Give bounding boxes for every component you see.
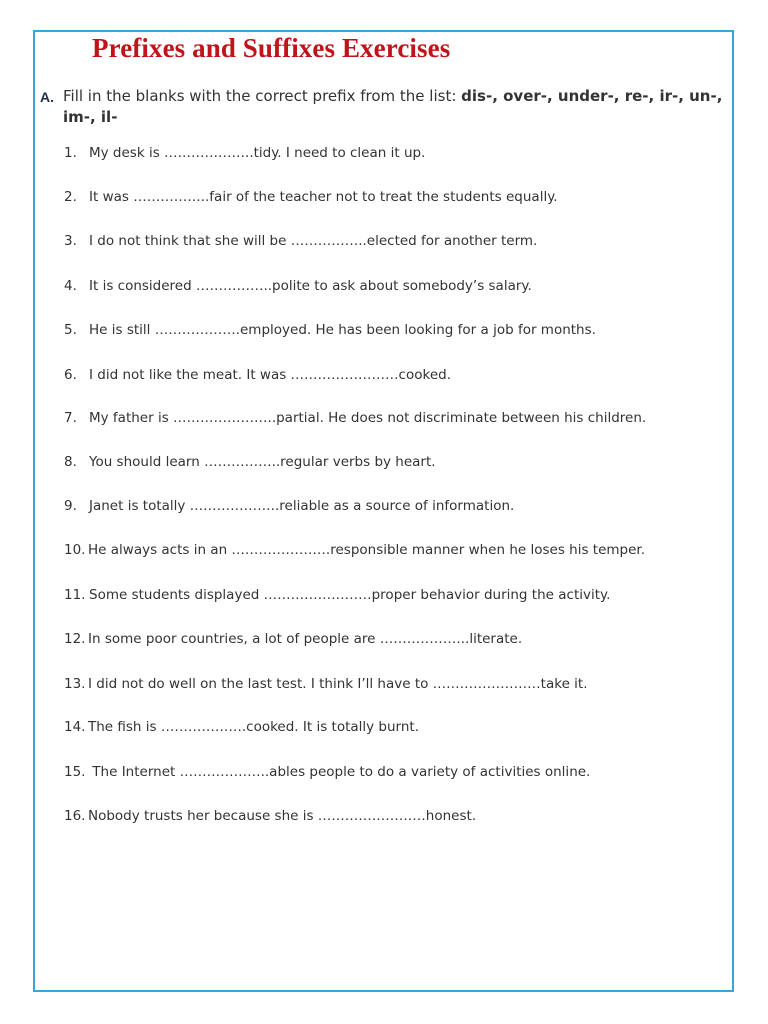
question-item [0,674,768,694]
question-text: He is still ……………….employed. He has been looking for a job for months. [89,322,596,338]
question-number: 5. [64,322,77,338]
question-number: 13. [64,676,86,692]
question-number: 4. [64,278,77,294]
question-text: Janet is totally ………………..reliable as a source of information. [89,498,515,514]
question-item [0,762,768,782]
question-text: My desk is ………………..tidy. I need to clean it up. [89,145,426,161]
question-text: He always acts in an ………………….responsible manner when he loses his temper. [88,542,646,558]
question-number: 2. [64,189,77,205]
question-text: I did not like the meat. It was ……………………cooked. [89,367,451,383]
instruction [63,86,728,128]
question-text: I do not think that she will be ……………..elected for another term. [89,233,538,249]
question-item [0,496,768,516]
question-text: The fish is ……………….cooked. It is totally burnt. [88,719,420,735]
question-item [0,320,768,340]
section-label: A. [40,89,54,105]
question-item [0,717,768,737]
question-item [0,540,768,560]
question-item [0,408,768,428]
question-item [0,452,768,472]
question-text: It was ……………..fair of the teacher not to treat the students equally. [89,189,558,205]
question-number: 6. [64,367,77,383]
question-number: 11. [64,587,86,603]
question-item [0,585,768,605]
page-title: Prefixes and Suffixes Exercises [92,33,451,63]
question-item [0,365,768,385]
question-text: Some students displayed ……………………proper behavior during the activity. [89,587,611,603]
question-number: 8. [64,454,77,470]
question-item [0,231,768,251]
question-item [0,629,768,649]
question-item [0,143,768,163]
question-item [0,806,768,826]
question-number: 9. [64,498,77,514]
question-text: It is considered ……………..polite to ask about somebody’s salary. [89,278,532,294]
prefix-list: dis-, over-, under-, re-, ir-, un-, im-, il- [63,87,723,126]
question-number: 7. [64,410,77,426]
question-text: I did not do well on the last test. I think I’ll have to ……………………take it. [88,676,588,692]
question-text: You should learn ……………..regular verbs by heart. [89,454,436,470]
question-number: 3. [64,233,77,249]
question-item [0,276,768,296]
question-text: Nobody trusts her because she is ……………………honest. [88,808,477,824]
question-number: 16. [64,808,86,824]
question-text: In some poor countries, a lot of people are ………………..literate. [88,631,523,647]
question-number: 15. [64,764,86,780]
question-number: 12. [64,631,86,647]
question-number: 14. [64,719,86,735]
question-item [0,187,768,207]
question-number: 10. [64,542,86,558]
question-text: My father is …………………..partial. He does not discriminate between his children. [89,410,647,426]
instruction-text: Fill in the blanks with the correct prefix from the list: [63,87,462,105]
question-text: The Internet ………………..ables people to do a variety of activities online. [88,764,591,780]
question-number: 1. [64,145,77,161]
